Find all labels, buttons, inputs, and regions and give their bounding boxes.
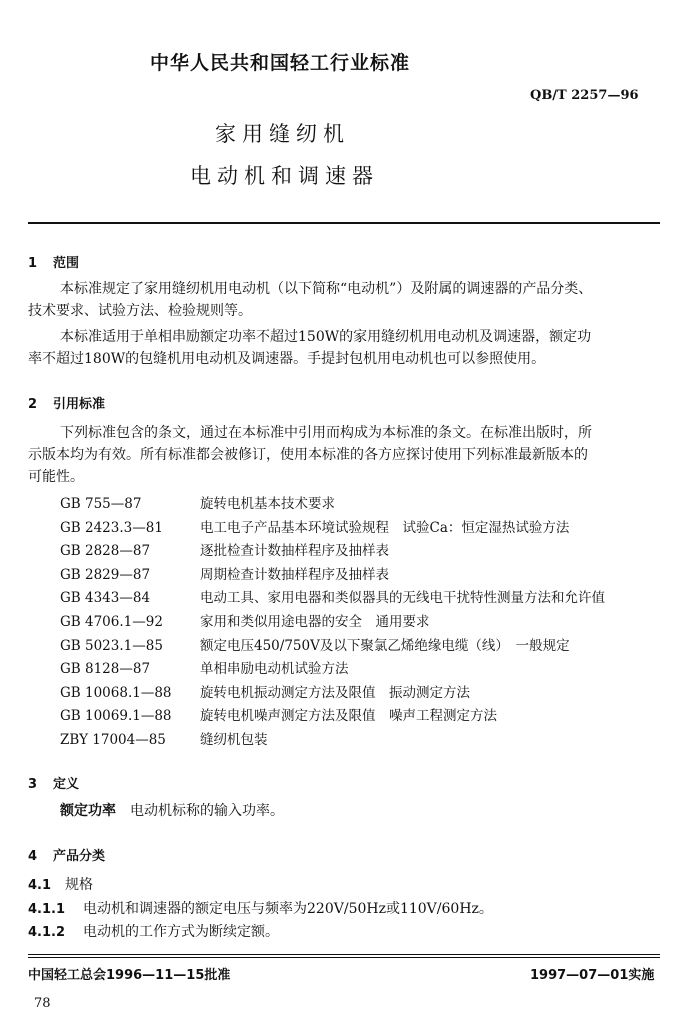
reference-title: 电动工具、家用电器和类似器具的无线电干扰特性测量方法和允许值 bbox=[200, 590, 605, 607]
section-2-heading bbox=[28, 393, 105, 412]
subsection-number: 4.1.2 bbox=[28, 925, 66, 940]
subsection-number: 4.1 bbox=[28, 878, 52, 893]
section-title: 范围 bbox=[53, 256, 80, 271]
reference-title: 旋转电机基本技术要求 bbox=[200, 496, 335, 512]
reference-code: GB 2423.3—81 bbox=[60, 519, 163, 536]
reference-code: GB 8128—87 bbox=[60, 661, 151, 678]
paragraph-line: 本标准适用于单相串励额定功率不超过150W的家用缝纫机用电动机及调速器，额定功 bbox=[60, 329, 592, 345]
section-number: 1 bbox=[28, 256, 38, 271]
reference-title: 周期检查计数抽样程序及抽样表 bbox=[200, 566, 389, 583]
standard-number: QB/T 2257—96 bbox=[530, 88, 639, 103]
reference-item bbox=[60, 610, 430, 630]
reference-code: GB 10068.1—88 bbox=[60, 684, 172, 701]
reference-code: GB 4706.1—92 bbox=[60, 614, 163, 630]
reference-item bbox=[60, 704, 497, 724]
reference-title: 单相串励电动机试验方法 bbox=[200, 661, 349, 678]
section-number: 4 bbox=[28, 849, 38, 864]
footer-divider-top bbox=[28, 954, 660, 955]
reference-title: 逐批检查计数抽样程序及抽样表 bbox=[200, 543, 389, 560]
reference-title: 缝纫机包装 bbox=[200, 732, 268, 748]
reference-item bbox=[60, 516, 569, 536]
paragraph-line: 下列标准包含的条文，通过在本标准中引用而构成为本标准的条文。在标准出版时，所 bbox=[60, 425, 592, 441]
document-title-line1: 家用缝纫机 bbox=[215, 122, 350, 146]
section-4-heading bbox=[28, 845, 105, 864]
subsection-text: 电动机的工作方式为断续定额。 bbox=[83, 924, 280, 940]
subsection-number: 4.1.1 bbox=[28, 902, 66, 917]
reference-item bbox=[60, 539, 389, 559]
reference-item bbox=[60, 657, 349, 677]
subsection-4-1-2 bbox=[28, 921, 279, 944]
reference-title: 旋转电机振动测定方法及限值 振动测定方法 bbox=[200, 684, 470, 701]
subsection-text: 电动机和调速器的额定电压与频率为220V/50Hz或110V/60Hz。 bbox=[83, 901, 493, 917]
subsection-title: 规格 bbox=[65, 877, 94, 893]
org-title: 中华人民共和国轻工行业标准 bbox=[150, 52, 411, 74]
subsection-4-1-1 bbox=[28, 898, 493, 921]
subsection-4-1 bbox=[28, 874, 93, 897]
paragraph-line: 本标准规定了家用缝纫机用电动机（以下简称“电动机”）及附属的调速器的产品分类、 bbox=[60, 281, 593, 297]
section-1-heading bbox=[28, 252, 79, 271]
reference-code: GB 10069.1—88 bbox=[60, 708, 172, 725]
reference-item bbox=[60, 681, 470, 701]
approval-line: 中国轻工总会1996—11—15批准 bbox=[28, 968, 231, 983]
definition-line bbox=[60, 800, 284, 822]
reference-title: 额定电压450/750V及以下聚氯乙烯绝缘电缆（线） 一般规定 bbox=[200, 637, 570, 654]
header-divider bbox=[28, 222, 660, 224]
paragraph-line: 率不超过180W的包缝机用电动机及调速器。手提封包机用电动机也可以参照使用。 bbox=[28, 351, 546, 367]
reference-code: GB 4343—84 bbox=[60, 590, 151, 607]
reference-title: 旋转电机噪声测定方法及限值 噪声工程测定方法 bbox=[200, 708, 497, 725]
paragraph-line: 技术要求、试验方法、检验规则等。 bbox=[28, 303, 252, 319]
reference-code: GB 2828—87 bbox=[60, 543, 151, 560]
reference-item bbox=[60, 586, 605, 606]
implementation-line: 1997—07—01实施 bbox=[530, 968, 655, 983]
section-number: 2 bbox=[28, 397, 38, 412]
reference-code: GB 2829—87 bbox=[60, 566, 151, 583]
section-title: 定义 bbox=[53, 777, 80, 792]
reference-item bbox=[60, 563, 389, 583]
reference-title: 家用和类似用途电器的安全 通用要求 bbox=[200, 614, 430, 630]
section-number: 3 bbox=[28, 777, 38, 792]
page-number: 78 bbox=[34, 996, 51, 1011]
definition-text: 电动机标称的输入功率。 bbox=[130, 803, 284, 819]
reference-item bbox=[60, 728, 268, 748]
reference-item bbox=[60, 634, 570, 654]
footer-divider-bottom bbox=[28, 957, 660, 958]
section-title: 引用标准 bbox=[53, 397, 106, 412]
paragraph-line: 示版本均为有效。所有标准都会被修订，使用本标准的各方应探讨使用下列标准最新版本的 bbox=[28, 447, 588, 463]
reference-code: GB 5023.1—85 bbox=[60, 637, 163, 654]
reference-code: ZBY 17004—85 bbox=[60, 732, 166, 748]
section-title: 产品分类 bbox=[53, 849, 106, 864]
reference-item bbox=[60, 492, 335, 512]
section-3-heading bbox=[28, 773, 79, 792]
reference-title: 电工电子产品基本环境试验规程 试验Ca：恒定湿热试验方法 bbox=[200, 519, 570, 536]
reference-code: GB 755—87 bbox=[60, 496, 142, 512]
paragraph-line: 可能性。 bbox=[28, 469, 84, 485]
document-title-line2: 电动机和调速器 bbox=[190, 164, 379, 188]
definition-term: 额定功率 bbox=[60, 803, 116, 819]
